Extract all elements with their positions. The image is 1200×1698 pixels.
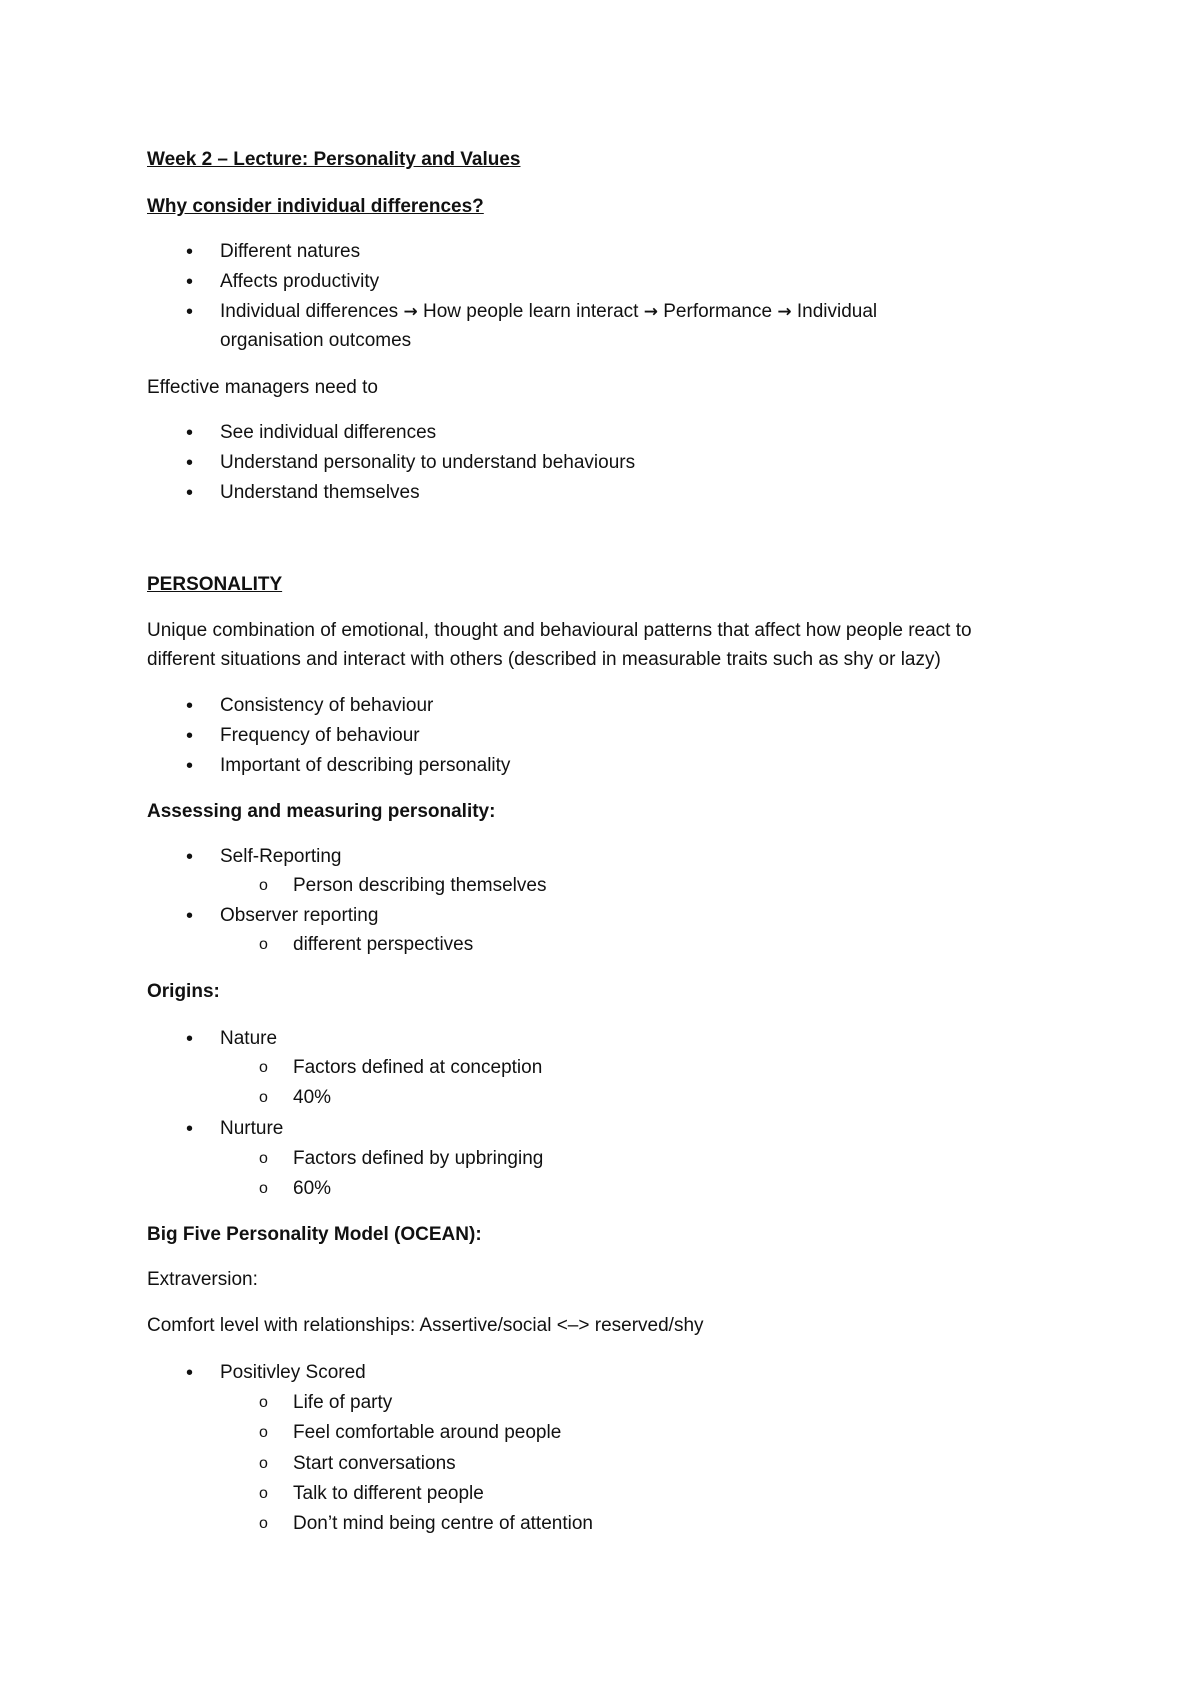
- big-five-heading: Big Five Personality Model (OCEAN):: [147, 1224, 482, 1245]
- origins-nature-sub-1: o Factors defined at conception: [293, 1056, 542, 1080]
- document-title: Week 2 – Lecture: Personality and Values: [147, 149, 521, 170]
- origins-item-nurture: • Nurture: [220, 1117, 283, 1141]
- managers-item-1: • See individual differences: [220, 421, 436, 445]
- assessing-item-2-sub-1: o different perspectives: [293, 933, 473, 957]
- why-item-1: • Different natures: [220, 240, 360, 264]
- arrow-right-icon: →: [403, 302, 418, 322]
- extraversion-description: Comfort level with relationships: Assertive/social <–> reserved/shy: [147, 1315, 704, 1336]
- personality-heading: PERSONALITY: [147, 574, 283, 595]
- why-item-chain: [220, 300, 877, 324]
- arrow-right-icon: →: [643, 302, 658, 322]
- why-chain-continuation: organisation outcomes: [220, 330, 412, 351]
- chain-part-4: Individual: [796, 301, 878, 322]
- personality-definition-line1: Unique combination of emotional, thought and behavioural patterns that affect how people react to: [147, 620, 972, 641]
- assessing-item-2: • Observer reporting: [220, 904, 378, 928]
- origins-heading: Origins:: [147, 981, 220, 1002]
- personality-definition-line2: different situations and interact with others (described in measurable traits such as shy or lazy): [147, 649, 941, 670]
- origins-nature-sub-2: o 40%: [293, 1086, 331, 1110]
- why-item-2: • Affects productivity: [220, 270, 379, 294]
- chain-part-2: How people learn interact: [422, 301, 639, 322]
- extraversion-sub-4: o Talk to different people: [293, 1482, 484, 1506]
- extraversion-item-1: • Positivley Scored: [220, 1361, 366, 1385]
- extraversion-sub-2: o Feel comfortable around people: [293, 1421, 561, 1445]
- origins-nurture-sub-2: o 60%: [293, 1177, 331, 1201]
- assessing-item-1: • Self-Reporting: [220, 845, 341, 869]
- chain-part-1: Individual differences: [220, 301, 399, 322]
- extraversion-sub-3: o Start conversations: [293, 1452, 456, 1476]
- personality-item-3: • Important of describing personality: [220, 754, 510, 778]
- extraversion-sub-1: o Life of party: [293, 1391, 392, 1415]
- extraversion-label: Extraversion:: [147, 1269, 258, 1290]
- arrow-right-icon: →: [777, 302, 792, 322]
- origins-item-nature: • Nature: [220, 1027, 277, 1051]
- origins-nurture-sub-1: o Factors defined by upbringing: [293, 1147, 543, 1171]
- chain-part-3: Performance: [663, 301, 773, 322]
- assessing-heading: Assessing and measuring personality:: [147, 801, 496, 822]
- extraversion-sub-5: o Don’t mind being centre of attention: [293, 1512, 593, 1536]
- personality-item-1: • Consistency of behaviour: [220, 694, 433, 718]
- assessing-item-1-sub-1: o Person describing themselves: [293, 874, 546, 898]
- managers-item-3: • Understand themselves: [220, 481, 420, 505]
- why-heading: Why consider individual differences?: [147, 196, 484, 217]
- managers-item-2: • Understand personality to understand behaviours: [220, 451, 635, 475]
- managers-intro: Effective managers need to: [147, 377, 378, 398]
- personality-item-2: • Frequency of behaviour: [220, 724, 420, 748]
